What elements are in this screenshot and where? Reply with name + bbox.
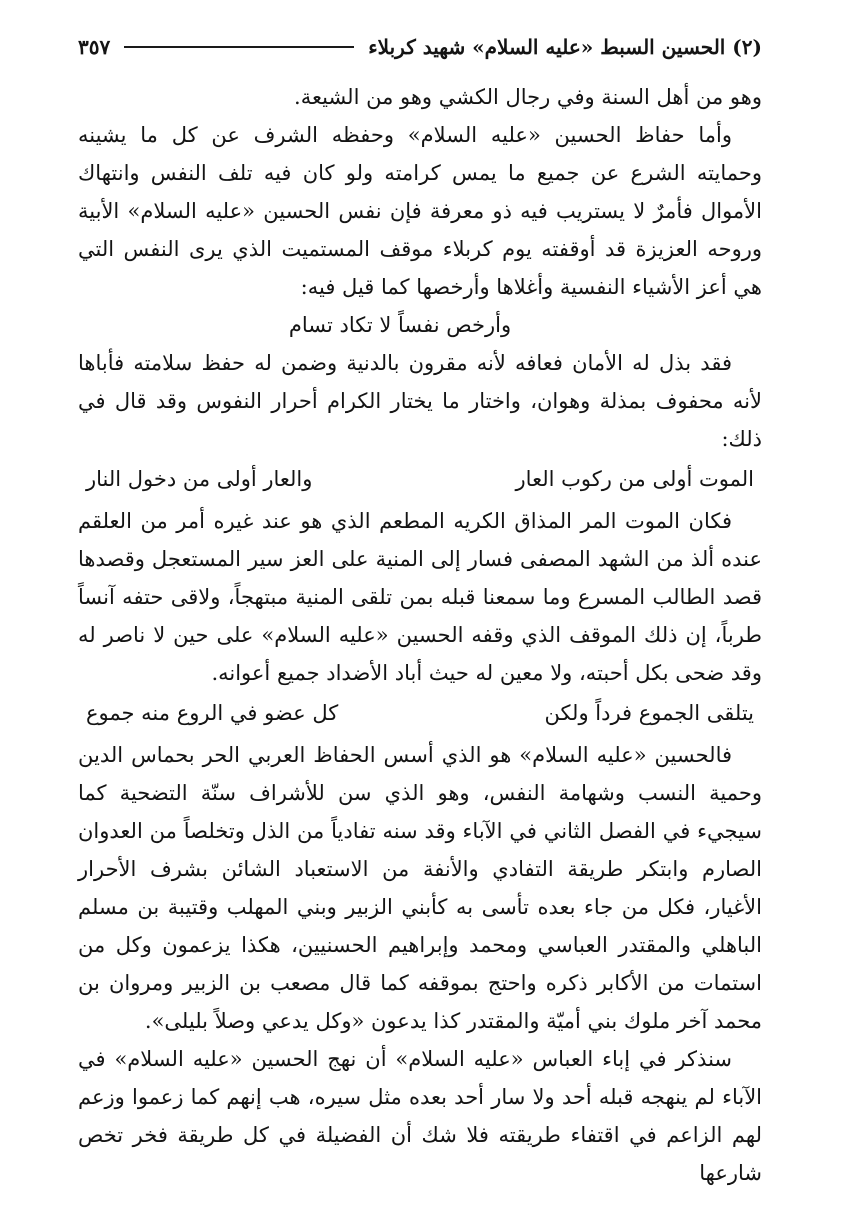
verse-2-hemistich-left: والعار أولى من دخول النار	[86, 467, 313, 491]
paragraph-1: وهو من أهل السنة وفي رجال الكشي وهو من الشيعة.	[294, 85, 762, 109]
verse-2-hemistich-right: الموت أولى من ركوب العار	[515, 467, 754, 491]
verse-3	[78, 692, 762, 736]
paragraph-4: فكان الموت المر المذاق الكريه المطعم الذي هو عند غيره أمر من العلقم عنده ألذ من الشهد المصفى فسار إلى المنية على العز سير المستعجل وقصدها قصد الطالب المسرع وما سمعنا قبله بمن تلقى المنية مبتهجاً، ولاقى حتفه آنساً طرباً، إن ذلك الموقف الذي وقفه الحسين «عليه السلام» على حين لا ناصر له وقد ضحى بكل أحبته، ولا معين له حيث أباد الأضداد جميع أعوانه.	[78, 509, 762, 685]
running-header	[78, 30, 762, 64]
page-number: ٣٥٧	[78, 35, 111, 59]
paragraph-5: فالحسين «عليه السلام» هو الذي أسس الحفاظ العربي الحر بحماس الدين وحمية النسب وشهامة النفس، وهو الذي سن للأشراف سنّة التضحية كما سيجيء في الفصل الثاني في الآباء وقد سنه تفادياً من الذل وتخلصاً من العدوان الصارم وابتكر طريقة التفادي والأنفة من الاستعباد الشائن بشرف الأحرار الأغيار، فكل من جاء بعده تأسى به كأبني الزبير وبني المهلب وقتيبة بن مسلم الباهلي والمقتدر العباسي ومحمد وإبراهيم الحسنيين، هكذا يزعمون وكل من استمات من الأكابر ذكره واحتج بموقفه كما قال مصعب بن الزبير ومروان بن محمد آخر ملوك بني أميّة والمقتدر كذا يدعون «وكل يدعي وصلاً بليلى».	[78, 743, 762, 1033]
paragraph-2: وأما حفاظ الحسين «عليه السلام» وحفظه الشرف عن كل ما يشينه وحمايته الشرع عن جميع ما يمس كرامته ولو كان فيه تلف النفس وانتهاك الأموال فأمرٌ لا يستريب فيه ذو معرفة فإن نفس الحسين «عليه السلام» الأبية وروحه العزيزة قد أوقفته يوم كربلاء موقف المستميت الذي يرى النفس التي هي أعز الأشياء النفسية وأغلاها وأرخصها كما قيل فيه:	[78, 123, 762, 299]
verse-2	[78, 458, 762, 502]
header-rule	[124, 46, 354, 48]
verse-3-hemistich-right: يتلقى الجموع فرداً ولكن	[544, 701, 754, 725]
verse-3-hemistich-left: كل عضو في الروع منه جموع	[86, 701, 339, 725]
paragraph-3: فقد بذل له الأمان فعافه لأنه مقرون بالدنية وضمن له حفظ سلامته فأباها لأنه محفوف بمذلة وهوان، واختار ما يختار الكرام أحرار النفوس وقد قال في ذلك:	[78, 351, 762, 451]
chapter-title: (٢) الحسين السبط «عليه السلام» شهيد كربلاء	[368, 35, 762, 59]
page-body	[78, 78, 762, 1192]
verse-1: وأرخص نفساً لا تكاد تسام	[288, 313, 512, 337]
paragraph-6: سنذكر في إباء العباس «عليه السلام» أن نهج الحسين «عليه السلام» في الآباء لم ينهجه قبله أحد ولا سار أحد بعده مثل سيره، هب إنهم كما زعموا وزعم لهم الزاعم في اقتفاء طريقته فلا شك أن الفضيلة في كل طريقة فخر تخص شارعها	[78, 1047, 762, 1185]
